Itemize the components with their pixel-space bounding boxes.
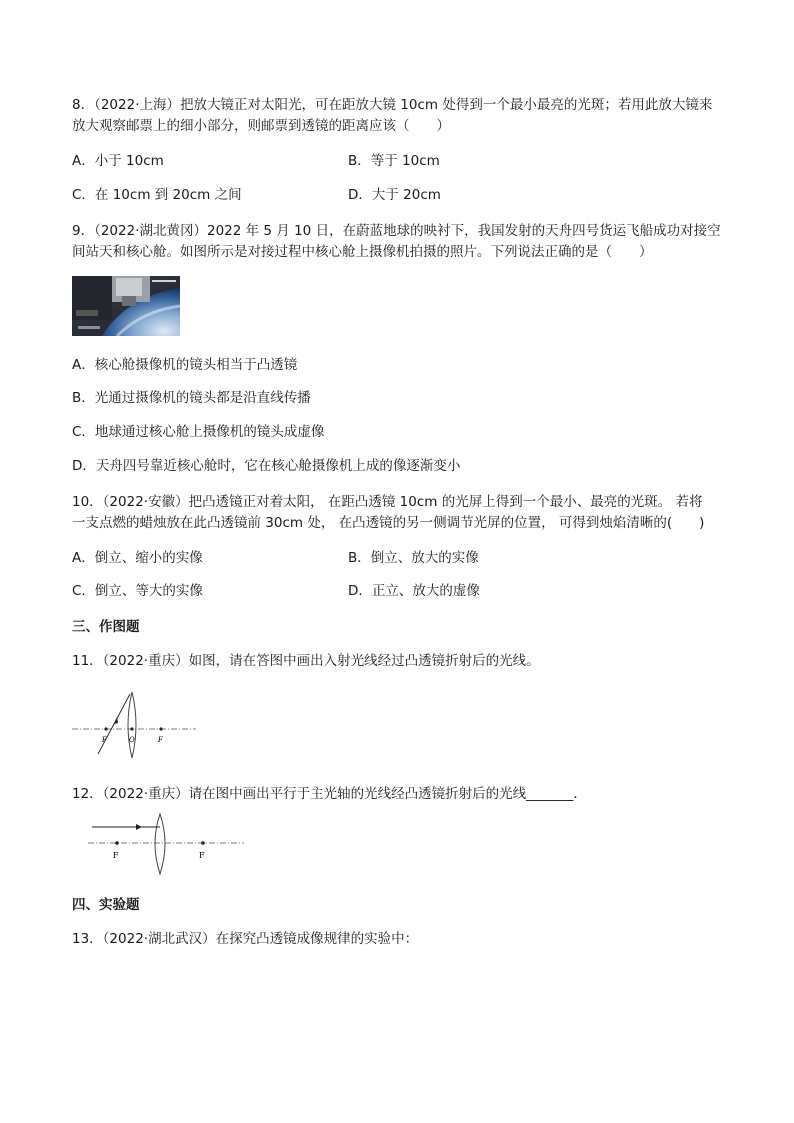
q10-option-b: B．倒立、放大的实像 [348, 550, 479, 566]
focal-point-right [201, 841, 205, 845]
q8-option-b: B．等于 10cm [348, 153, 440, 169]
section-drawing-title: 三、作图题 [72, 619, 140, 635]
q9-option-b: B．光通过摄像机的镜头都是沿直线传播 [72, 390, 311, 406]
focal-point-right [159, 727, 162, 730]
q10-stem-line1: 10．（2022·安徽）把凸透镜正对着太阳， 在距凸透镜 10cm 的光屏上得到一个最小、最亮的光斑。 若将 [72, 494, 703, 510]
label-f-right: F [199, 851, 205, 860]
q13-stem: 13．（2022·湖北武汉）在探究凸透镜成像规律的实验中： [72, 931, 419, 947]
q12-stem: 12．（2022·重庆）请在图中画出平行于主光轴的光线经凸透镜折射后的光线_______． [72, 786, 587, 802]
ray-arrow-icon [136, 824, 142, 830]
q11-lens-diagram [70, 688, 198, 758]
q8-stem-line2: 放大观察邮票上的细小部分，则邮票到透镜的距离应该（ ） [72, 118, 450, 134]
label-o: O [129, 736, 135, 744]
q10-option-a: A．倒立、缩小的实像 [72, 550, 203, 566]
convex-lens [128, 692, 136, 758]
q12-lens-diagram [86, 812, 246, 876]
label-f-right: F [158, 736, 163, 744]
q8-option-c: C．在 10cm 到 20cm 之间 [72, 187, 242, 203]
q9-option-a: A．核心舱摄像机的镜头相当于凸透镜 [72, 357, 298, 373]
section-experiment-title: 四、实验题 [72, 897, 140, 913]
focal-point-left [115, 841, 119, 845]
q9-option-c: C．地球通过核心舱上摄像机的镜头成虚像 [72, 424, 325, 440]
q8-option-a: A．小于 10cm [72, 153, 164, 169]
convex-lens [155, 814, 165, 874]
q10-option-c: C．倒立、等大的实像 [72, 583, 203, 599]
optical-center [130, 727, 133, 730]
label-f-left: F [113, 851, 119, 860]
q9-stem-line1: 9．（2022·湖北黄冈）2022 年 5 月 10 日，在蔚蓝地球的映衬下，我国发射的天舟四号货运飞船成功对接空 [72, 223, 721, 239]
label-f-left: F [102, 736, 107, 744]
q10-stem-line2: 一支点燃的蜡烛放在此凸透镜前 30cm 处， 在凸透镜的另一侧调节光屏的位置， 可得到烛焰清晰的( ) [72, 515, 705, 531]
focal-point-left [104, 727, 107, 730]
q10-option-d: D．正立、放大的虚像 [348, 583, 480, 599]
q8-option-d: D．大于 20cm [348, 187, 441, 203]
docking-photo [72, 276, 180, 336]
q9-option-d: D．天舟四号靠近核心舱时，它在核心舱摄像机上成的像逐渐变小 [72, 458, 461, 474]
q8-stem-line1: 8．（2022·上海）把放大镜正对太阳光，可在距放大镜 10cm 处得到一个最小最亮的光斑；若用此放大镜来 [72, 97, 713, 113]
q11-stem: 11．（2022·重庆）如图，请在答图中画出入射光线经过凸透镜折射后的光线。 [72, 653, 540, 669]
q9-stem-line2: 间站天和核心舱。如图所示是对接过程中核心舱上摄像机拍摄的照片。下列说法正确的是（ ） [72, 244, 653, 260]
